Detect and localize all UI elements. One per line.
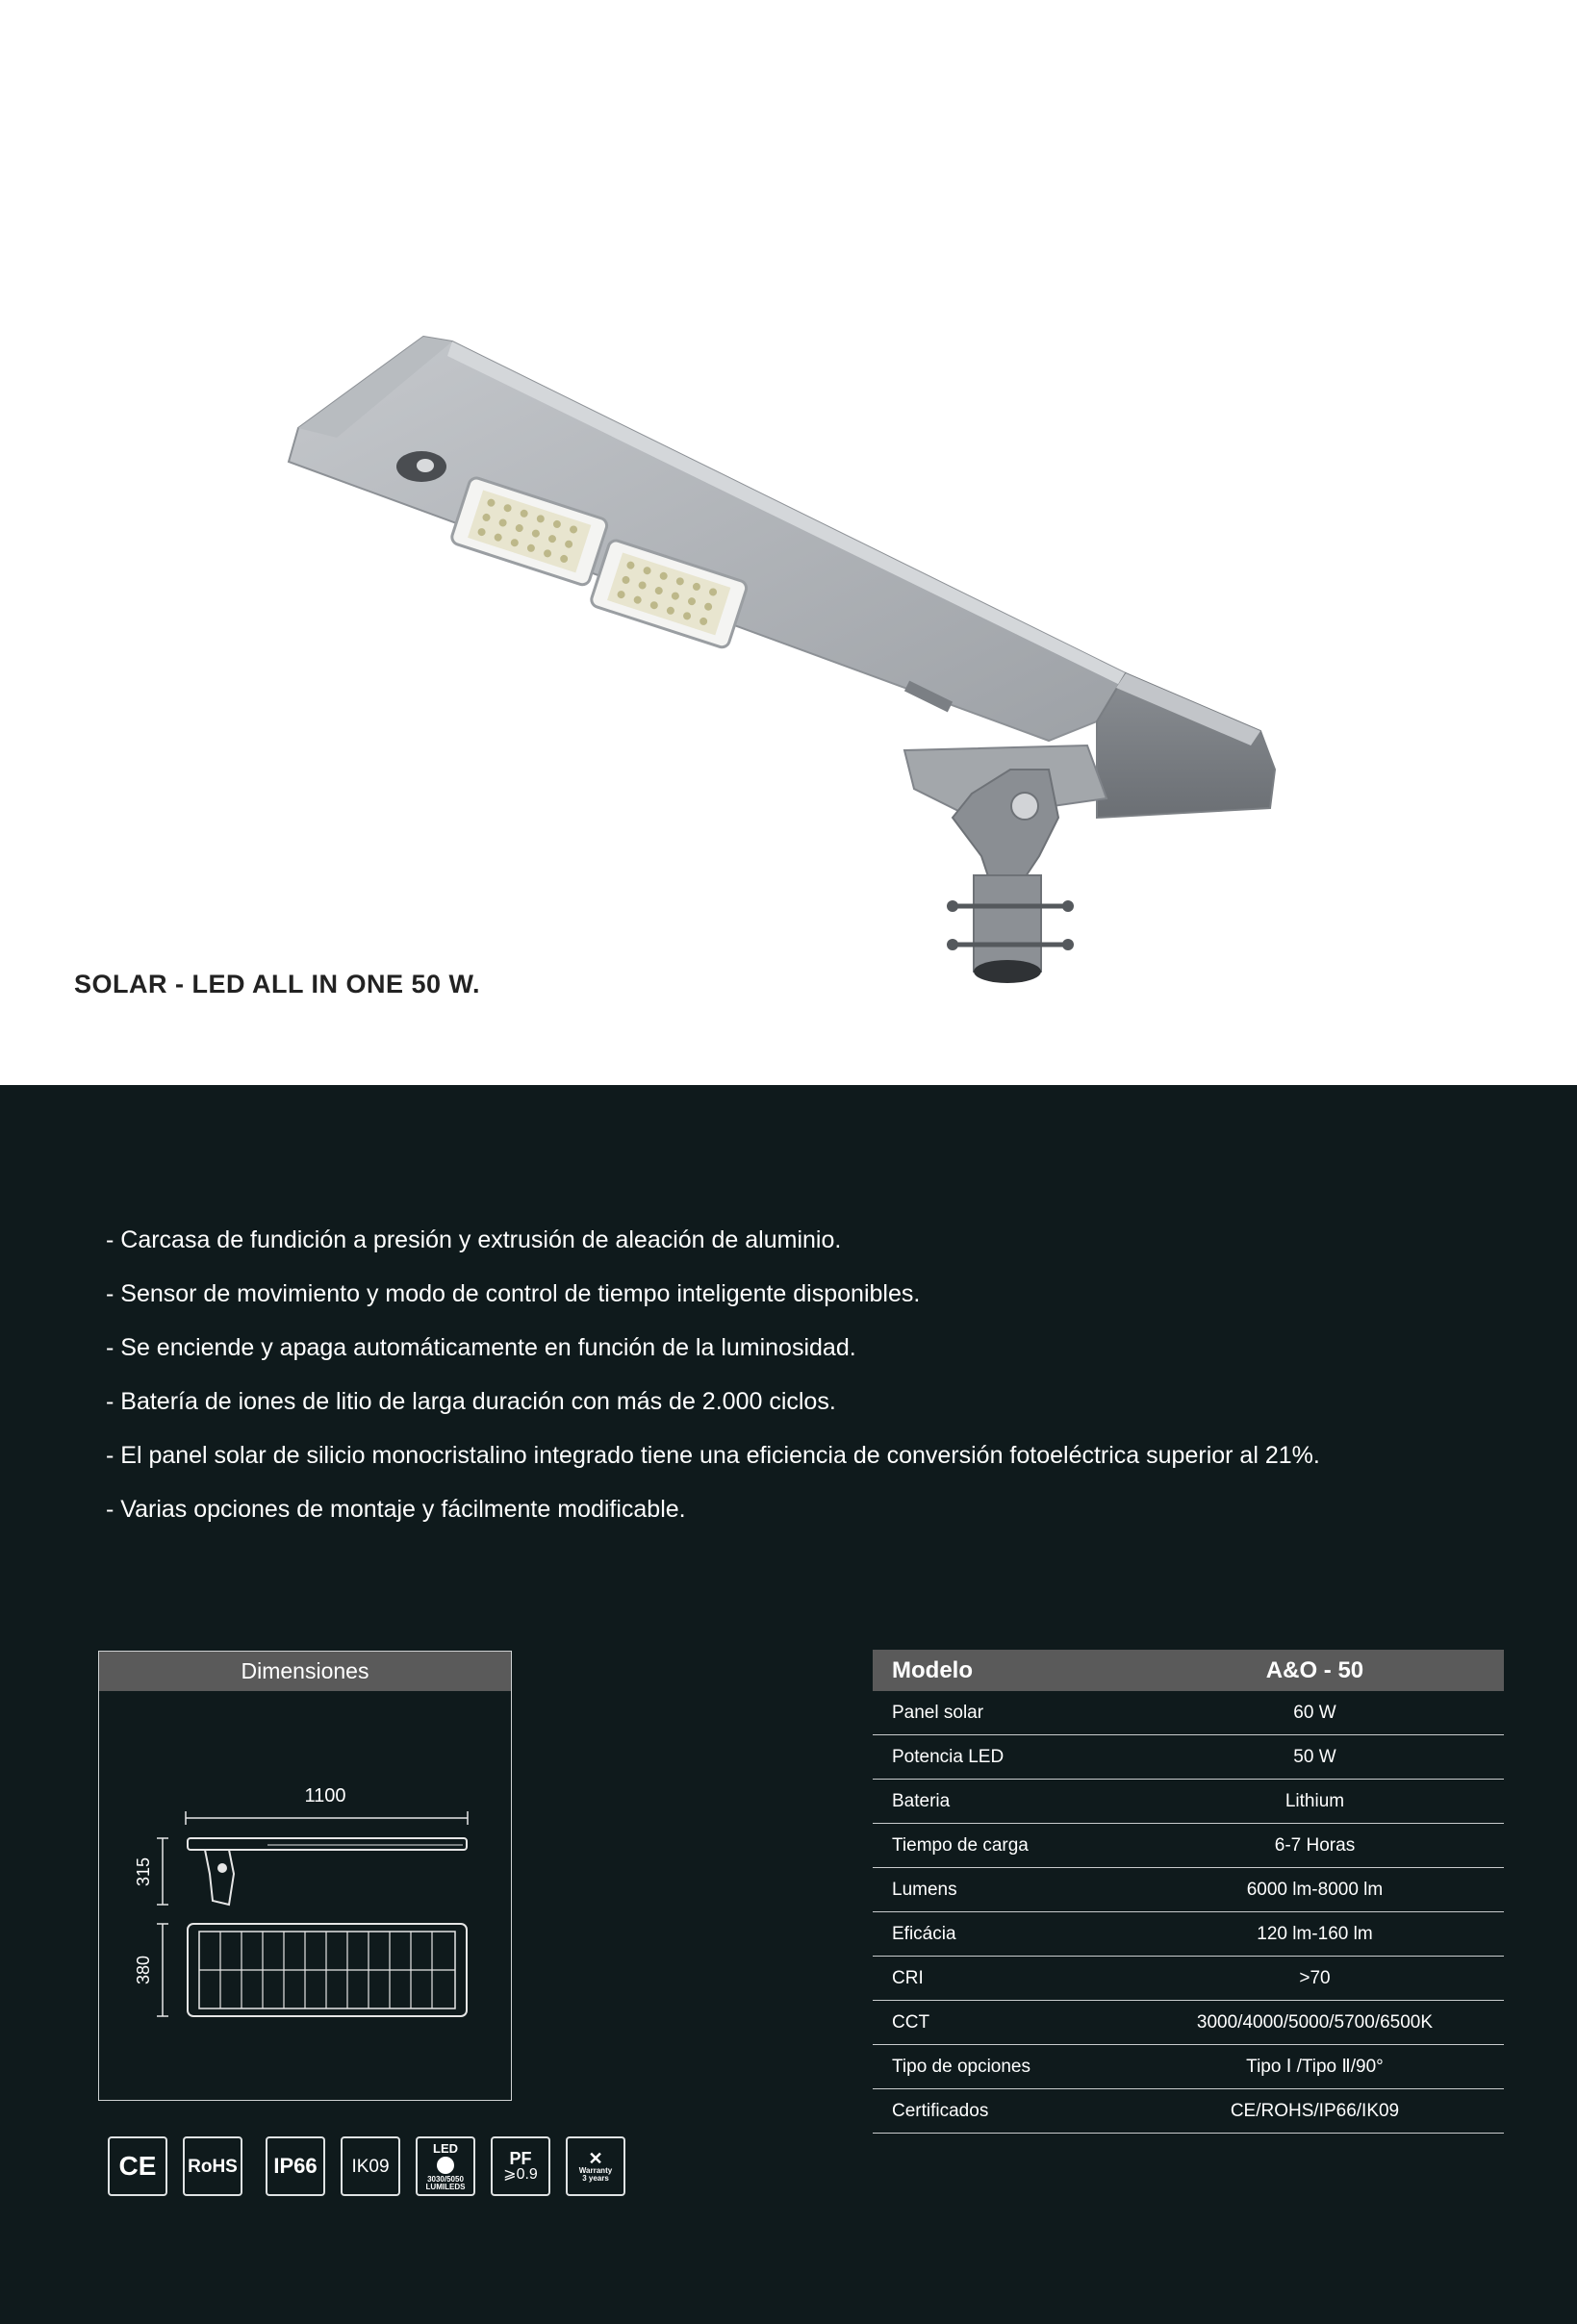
ik09-label: IK09 (351, 2156, 390, 2177)
lamp-illustration (279, 317, 1289, 1010)
spec-label: CCT (873, 2001, 1126, 2045)
ce-badge (108, 2136, 167, 2196)
led-badge (416, 2136, 475, 2196)
feature-item: - El panel solar de silicio monocristalino integrado tiene una eficiencia de conversión fotoeléctrica superior al 21%. (106, 1442, 1320, 1469)
led-chip-icon (437, 2157, 454, 2174)
spec-value: 120 lm-160 lm (1126, 1912, 1504, 1957)
spec-label: Bateria (873, 1780, 1126, 1824)
spec-label: Potencia LED (873, 1735, 1126, 1780)
pf-value: ⩾0.9 (503, 2166, 538, 2183)
pf-badge (491, 2136, 550, 2196)
dimensions-header: Dimensiones (99, 1652, 511, 1691)
spec-label: Eficácia (873, 1912, 1126, 1957)
table-row (873, 1957, 1504, 2001)
spec-label: Certificados (873, 2089, 1126, 2134)
ip66-badge (266, 2136, 325, 2196)
spec-label: Lumens (873, 1868, 1126, 1912)
table-row (873, 2089, 1504, 2134)
spec-header-value: A&O - 50 (1126, 1650, 1504, 1691)
table-row (873, 1735, 1504, 1780)
dimension-width-label: 380 (134, 1955, 153, 1985)
ce-mark: CE (118, 2151, 157, 2181)
spec-value: Lithium (1126, 1780, 1504, 1824)
ik09-badge (341, 2136, 400, 2196)
table-row (873, 1780, 1504, 1824)
wrench-icon: ✕ (588, 2149, 603, 2168)
warranty-badge (566, 2136, 625, 2196)
spec-value: >70 (1126, 1957, 1504, 2001)
spec-header-row (873, 1650, 1504, 1691)
table-row (873, 1912, 1504, 1957)
specs-section (0, 1085, 1577, 2324)
spec-label: CRI (873, 1957, 1126, 2001)
feature-item: - Batería de iones de litio de larga duración con más de 2.000 ciclos. (106, 1388, 836, 1415)
spec-value: 50 W (1126, 1735, 1504, 1780)
spec-label: Tipo de opciones (873, 2045, 1126, 2089)
table-row (873, 1691, 1504, 1735)
table-row (873, 2001, 1504, 2045)
warranty-years: 3 years (582, 2174, 609, 2183)
table-row (873, 2045, 1504, 2089)
spec-label: Tiempo de carga (873, 1824, 1126, 1868)
table-row (873, 1824, 1504, 1868)
dimension-height-label: 315 (134, 1857, 153, 1887)
warranty-label: Warranty (578, 2166, 613, 2175)
ip66-label: IP66 (273, 2154, 318, 2178)
pf-label: PF (509, 2149, 532, 2168)
product-image-section (0, 0, 1577, 1085)
feature-item: - Carcasa de fundición a presión y extrusión de aleación de aluminio. (106, 1226, 842, 1253)
dimension-length-label: 1100 (304, 1785, 346, 1806)
led-type-label: 3030/5050 (427, 2174, 464, 2184)
spec-value: 60 W (1126, 1691, 1504, 1735)
dimensions-drawing (99, 1691, 511, 2100)
led-brand-label: LUMILEDS (425, 2182, 466, 2191)
product-title: SOLAR - LED ALL IN ONE 50 W. (74, 970, 481, 998)
spec-header-label: Modelo (873, 1650, 1126, 1691)
dimensions-panel (98, 1651, 512, 2101)
feature-item: - Se enciende y apaga automáticamente en función de la luminosidad. (106, 1334, 856, 1361)
spec-value: CE/ROHS/IP66/IK09 (1126, 2089, 1504, 2134)
feature-list (106, 1213, 1320, 1536)
rohs-label: RoHS (188, 2156, 238, 2177)
spec-value: 6000 lm-8000 lm (1126, 1868, 1504, 1912)
rohs-badge (183, 2136, 242, 2196)
led-label: LED (433, 2140, 458, 2156)
feature-item: - Sensor de movimiento y modo de control de tiempo inteligente disponibles. (106, 1280, 921, 1307)
spec-value: 3000/4000/5000/5700/6500K (1126, 2001, 1504, 2045)
table-row (873, 1868, 1504, 1912)
spec-label: Panel solar (873, 1691, 1126, 1735)
spec-value: 6-7 Horas (1126, 1824, 1504, 1868)
spec-table (873, 1650, 1504, 2134)
spec-value: Tipo Ⅰ /Tipo Ⅱ/90° (1126, 2045, 1504, 2089)
feature-item: - Varias opciones de montaje y fácilmente modificable. (106, 1496, 686, 1523)
